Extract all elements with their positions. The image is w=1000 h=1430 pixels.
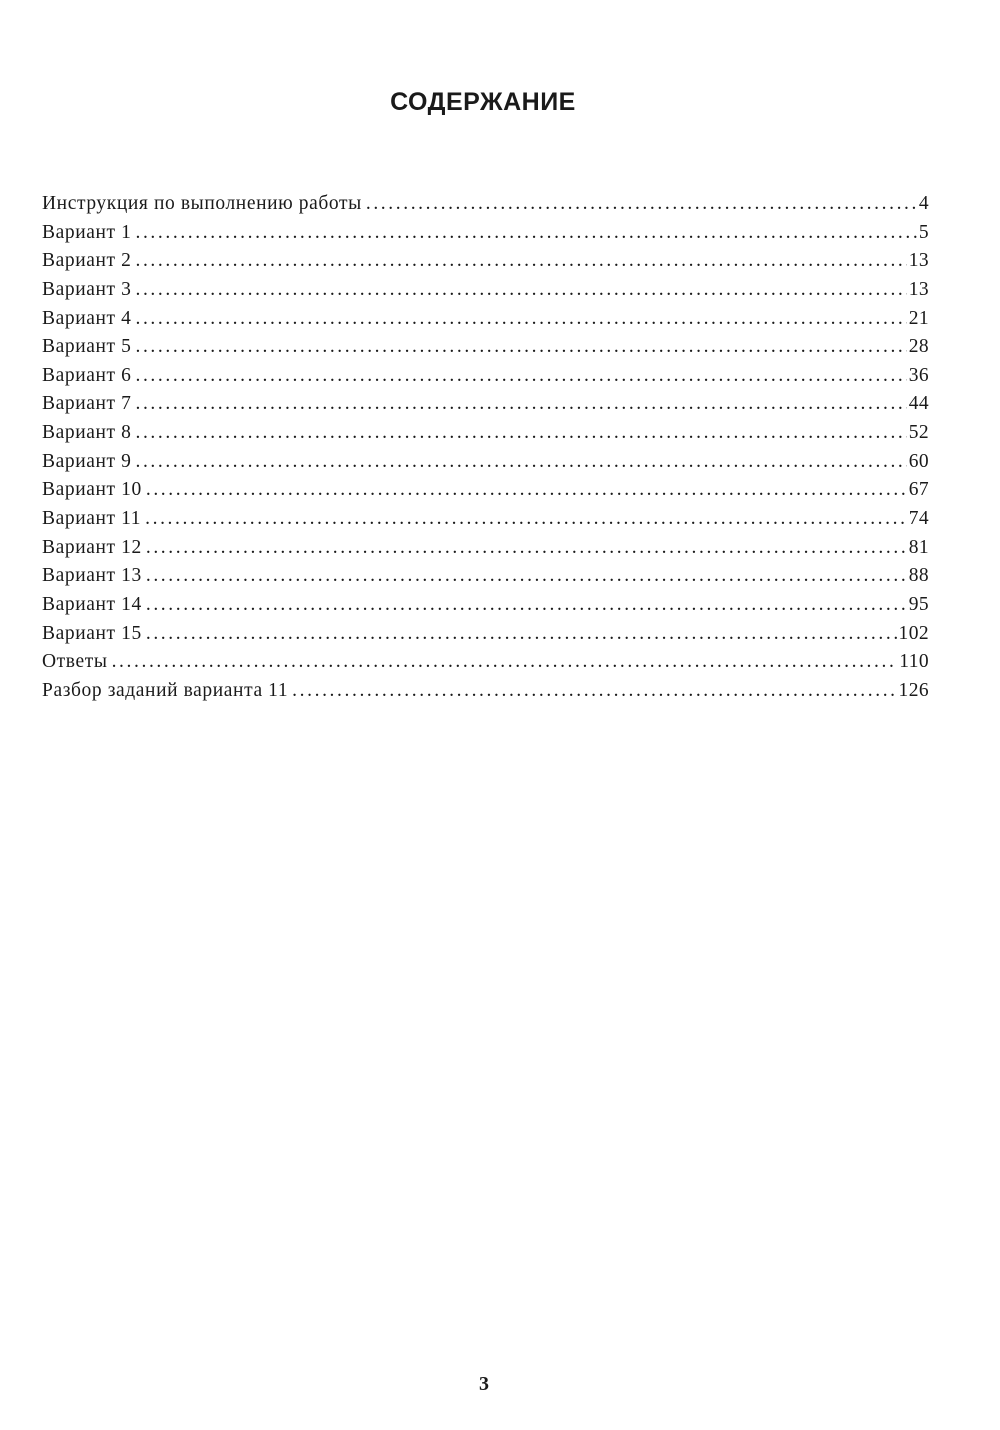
toc-entry-label: Вариант 15: [42, 622, 142, 644]
toc-entry-page: 95: [908, 593, 929, 615]
table-of-contents: [42, 190, 929, 706]
toc-entry[interactable]: [42, 390, 929, 419]
toc-entry-page: 4: [918, 193, 929, 214]
toc-entry-page: 60: [908, 450, 929, 472]
toc-entry-page: 81: [908, 536, 929, 558]
dot-leader: [135, 305, 906, 334]
dot-leader: [146, 534, 907, 563]
toc-entry-label: Вариант 11: [42, 508, 142, 530]
toc-entry[interactable]: [42, 362, 929, 391]
toc-entry-label: Вариант 14: [42, 593, 142, 615]
toc-entry[interactable]: [42, 591, 929, 620]
dot-leader: [135, 219, 916, 248]
toc-entry-page: 28: [908, 336, 929, 358]
toc-entry[interactable]: [42, 648, 929, 677]
toc-entry-label: Вариант 2: [42, 250, 132, 272]
toc-entry-label: Вариант 8: [42, 422, 132, 444]
toc-entry[interactable]: [42, 505, 929, 534]
dot-leader: [146, 476, 907, 505]
toc-entry-label: Вариант 6: [42, 364, 132, 386]
dot-leader: [135, 333, 906, 362]
toc-entry-page: 102: [898, 622, 929, 644]
toc-entry[interactable]: [42, 333, 929, 362]
toc-entry-label: Вариант 3: [42, 278, 132, 300]
toc-entry-page: 67: [908, 479, 929, 501]
toc-entry-page: 13: [908, 278, 929, 300]
toc-entry-page: 126: [898, 679, 929, 701]
toc-entry-page: 110: [899, 651, 929, 673]
dot-leader: [366, 190, 917, 219]
page-title: СОДЕРЖАНИЕ: [390, 88, 576, 116]
toc-entry[interactable]: [42, 419, 929, 448]
toc-entry[interactable]: [42, 562, 929, 591]
toc-entry-page: 74: [908, 508, 929, 530]
toc-entry-label: Вариант 7: [42, 393, 132, 415]
toc-entry[interactable]: [42, 620, 929, 649]
toc-entry[interactable]: [42, 247, 929, 276]
toc-entry[interactable]: [42, 476, 929, 505]
toc-entry[interactable]: [42, 305, 929, 334]
dot-leader: [145, 505, 907, 534]
toc-entry-label: Вариант 9: [42, 450, 132, 472]
dot-leader: [112, 648, 898, 677]
toc-entry[interactable]: [42, 677, 929, 706]
toc-entry-page: 44: [908, 393, 929, 415]
dot-leader: [135, 419, 906, 448]
toc-entry-page: 5: [918, 221, 929, 243]
page-number: 3: [479, 1373, 489, 1395]
dot-leader: [135, 276, 906, 305]
toc-entry-label: Вариант 4: [42, 307, 132, 329]
toc-entry-label: Вариант 10: [42, 479, 142, 501]
toc-entry-page: 21: [908, 307, 929, 329]
dot-leader: [146, 562, 907, 591]
toc-entry-label: Разбор заданий варианта 11: [42, 679, 289, 701]
toc-entry[interactable]: [42, 190, 929, 219]
toc-entry-label: Вариант 13: [42, 565, 142, 587]
dot-leader: [135, 448, 906, 477]
dot-leader: [135, 390, 906, 419]
toc-entry-page: 88: [908, 565, 929, 587]
toc-entry-page: 13: [908, 250, 929, 272]
toc-entry-label: Вариант 5: [42, 336, 132, 358]
toc-entry-page: 52: [908, 422, 929, 444]
dot-leader: [135, 362, 906, 391]
toc-entry[interactable]: [42, 534, 929, 563]
dot-leader: [146, 620, 897, 649]
dot-leader: [146, 591, 907, 620]
dot-leader: [135, 247, 906, 276]
toc-entry[interactable]: [42, 276, 929, 305]
toc-entry[interactable]: [42, 219, 929, 248]
toc-entry-label: Вариант 12: [42, 536, 142, 558]
toc-entry-label: Вариант 1: [42, 221, 132, 243]
toc-entry-label: Ответы: [42, 651, 108, 673]
toc-entry-page: 36: [908, 364, 929, 386]
toc-entry-label: Инструкция по выполнению работы: [42, 193, 362, 214]
dot-leader: [292, 677, 896, 706]
toc-entry[interactable]: [42, 448, 929, 477]
